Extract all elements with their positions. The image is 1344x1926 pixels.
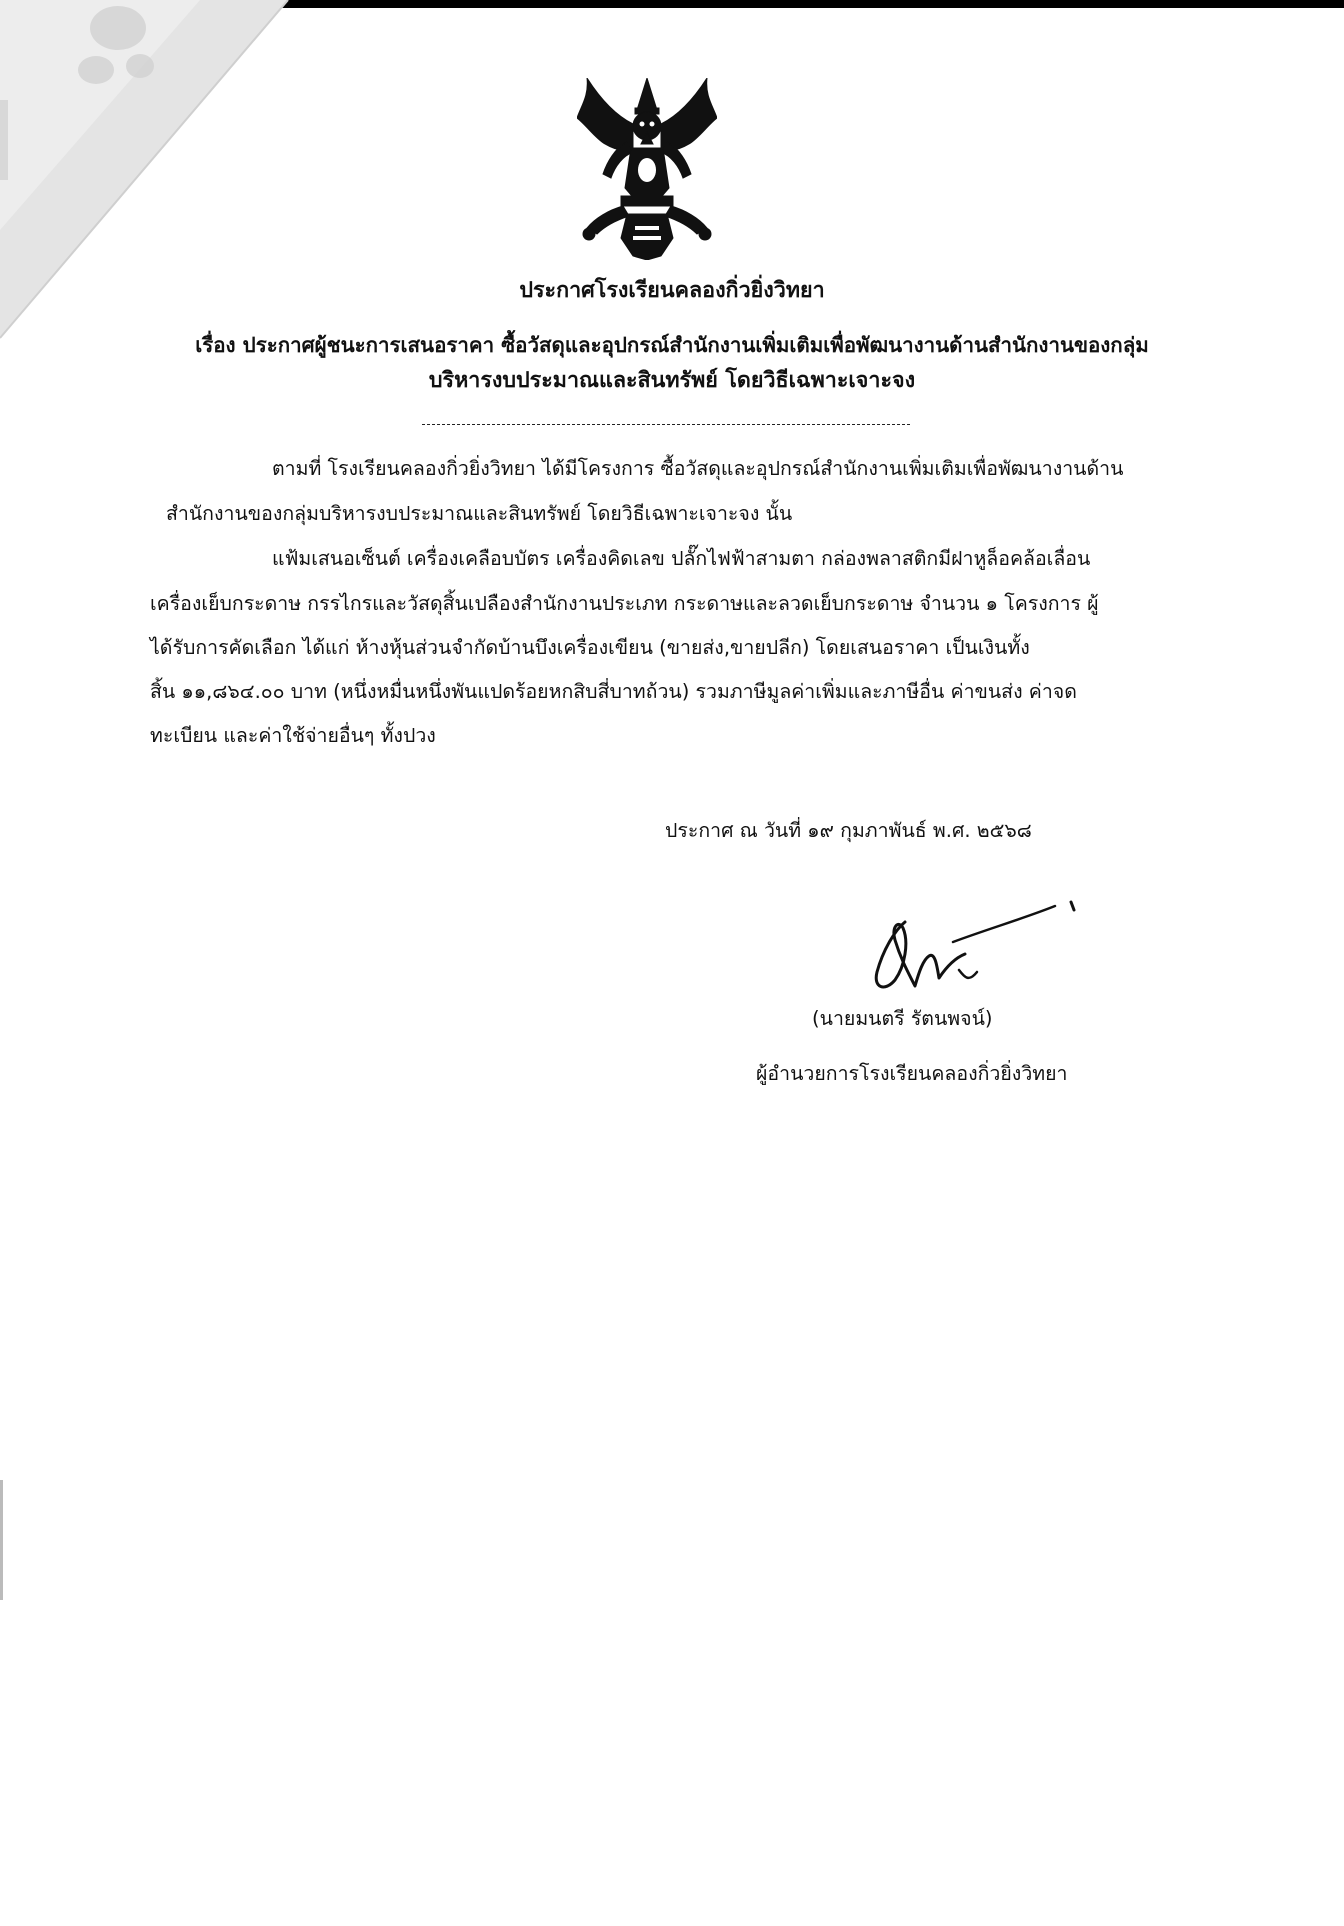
paragraph1-line1: ตามที่ โรงเรียนคลองกิ่วยิ่งวิทยา ได้มีโครงการ ซื้อวัสดุและอุปกรณ์สำนักงานเพิ่มเติมเพื่อพัฒนางานด้าน: [272, 457, 1124, 480]
paragraph2-line3: ได้รับการคัดเลือก ได้แก่ ห้างหุ้นส่วนจำกัดบ้านบึงเครื่องเขียน (ขายส่ง,ขายปลีก) โดยเสนอราคา เป็นเงินทั้ง: [150, 636, 1030, 659]
subject-line-2: บริหารงบประมาณและสินทรัพย์ โดยวิธีเฉพาะเจาะจง: [428, 368, 916, 393]
paragraph2-line5: ทะเบียน และค่าใช้จ่ายอื่นๆ ทั้งปวง: [150, 724, 436, 747]
garuda-emblem-icon: [577, 78, 717, 260]
handwritten-signature: [865, 900, 1085, 1010]
signer-position: ผู้อำนวยการโรงเรียนคลองกิ่วยิ่งวิทยา: [756, 1062, 1068, 1085]
scan-top-border: [270, 0, 1344, 8]
signer-name: (นายมนตรี รัตนพจน์): [812, 1007, 993, 1030]
subject-line-1: เรื่อง ประกาศผู้ชนะการเสนอราคา ซื้อวัสดุและอุปกรณ์สำนักงานเพิ่มเติมเพื่อพัฒนางานด้านสำนักงานของกลุ่ม: [195, 333, 1149, 357]
paragraph2-line4: สิ้น ๑๑,๘๖๔.๐๐ บาท (หนึ่งหมื่นหนึ่งพันแปดร้อยหกสิบสี่บาทถ้วน) รวมภาษีมูลค่าเพิ่มและภาษีอื่น ค่าขนส่ง ค่าจด: [150, 680, 1077, 703]
paragraph2-line2: เครื่องเย็บกระดาษ กรรไกรและวัสดุสิ้นเปลืองสำนักงานประเภท กระดาษและลวดเย็บกระดาษ จำนวน ๑ โครงการ ผู้: [150, 592, 1099, 615]
scan-edge-mark: [0, 1480, 3, 1600]
announcement-date: ประกาศ ณ วันที่ ๑๙ กุมภาพันธ์ พ.ศ. ๒๕๖๘: [665, 819, 1032, 842]
paragraph1-line2: สำนักงานของกลุ่มบริหารงบประมาณและสินทรัพย์ โดยวิธีเฉพาะเจาะจง นั้น: [166, 502, 793, 525]
paragraph2-line1: แฟ้มเสนอเซ็นต์ เครื่องเคลือบบัตร เครื่องคิดเลข ปลั๊กไฟฟ้าสามตา กล่องพลาสติกมีฝาหูล็อคล้อเลื่อน: [272, 547, 1091, 570]
announcement-title: ประกาศโรงเรียนคลองกิ่วยิ่งวิทยา: [519, 278, 825, 303]
title-divider: [422, 424, 910, 425]
